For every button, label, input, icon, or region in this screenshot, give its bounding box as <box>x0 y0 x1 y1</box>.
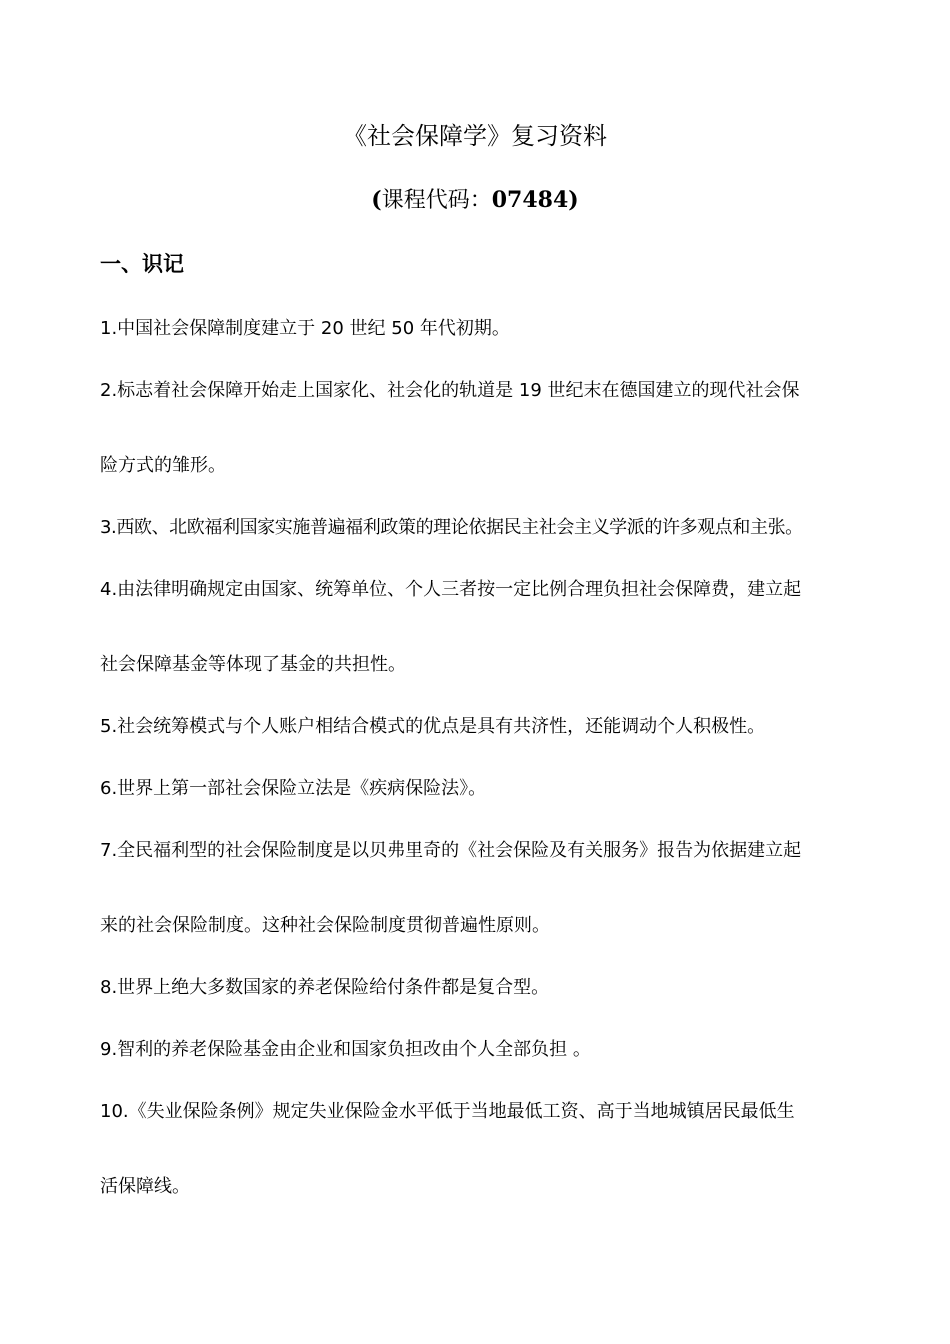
text-line: 1.中国社会保障制度建立于 20 世纪 50 年代初期。 <box>100 318 510 339</box>
text-line: 6.世界上第一部社会保险立法是《疾病保险法》。 <box>100 778 487 799</box>
course-code-line <box>0 182 950 219</box>
text-line: 来的社会保险制度。这种社会保险制度贯彻普遍性原则。 <box>100 915 550 936</box>
text-line: 社会保障基金等体现了基金的共担性。 <box>100 654 406 675</box>
text-line: 10.《失业保险条例》规定失业保险金水平低于当地最低工资、高于当地城镇居民最低生 <box>100 1101 795 1122</box>
close-paren: ) <box>568 187 579 213</box>
text-line: 4.由法律明确规定由国家、统筹单位、个人三者按一定比例合理负担社会保障费，建立起 <box>100 579 802 600</box>
open-paren: ( <box>371 187 382 213</box>
text-line: 2.标志着社会保障开始走上国家化、社会化的轨道是 19 世纪末在德国建立的现代社会保 <box>100 380 800 401</box>
text-line: 5.社会统筹模式与个人账户相结合模式的优点是具有共济性，还能调动个人积极性。 <box>100 716 766 737</box>
text-line: 8.世界上绝大多数国家的养老保险给付条件都是复合型。 <box>100 977 550 998</box>
text-line: 3.西欧、北欧福利国家实施普遍福利政策的理论依据民主社会主义学派的许多观点和主张。 <box>100 517 803 538</box>
course-code-value: 07484 <box>491 187 569 213</box>
text-line: 7.全民福利型的社会保险制度是以贝弗里奇的《社会保险及有关服务》报告为依据建立起 <box>100 840 802 861</box>
text-line: 活保障线。 <box>100 1176 190 1197</box>
course-code-label: 课程代码： <box>381 188 492 213</box>
text-line: 险方式的雏形。 <box>100 455 226 476</box>
text-line: 9.智利的养老保险基金由企业和国家负担改由个人全部负担 。 <box>100 1039 591 1060</box>
section-heading: 一、识记 <box>100 252 184 276</box>
document-title: 《社会保障学》复习资料 <box>343 122 607 150</box>
